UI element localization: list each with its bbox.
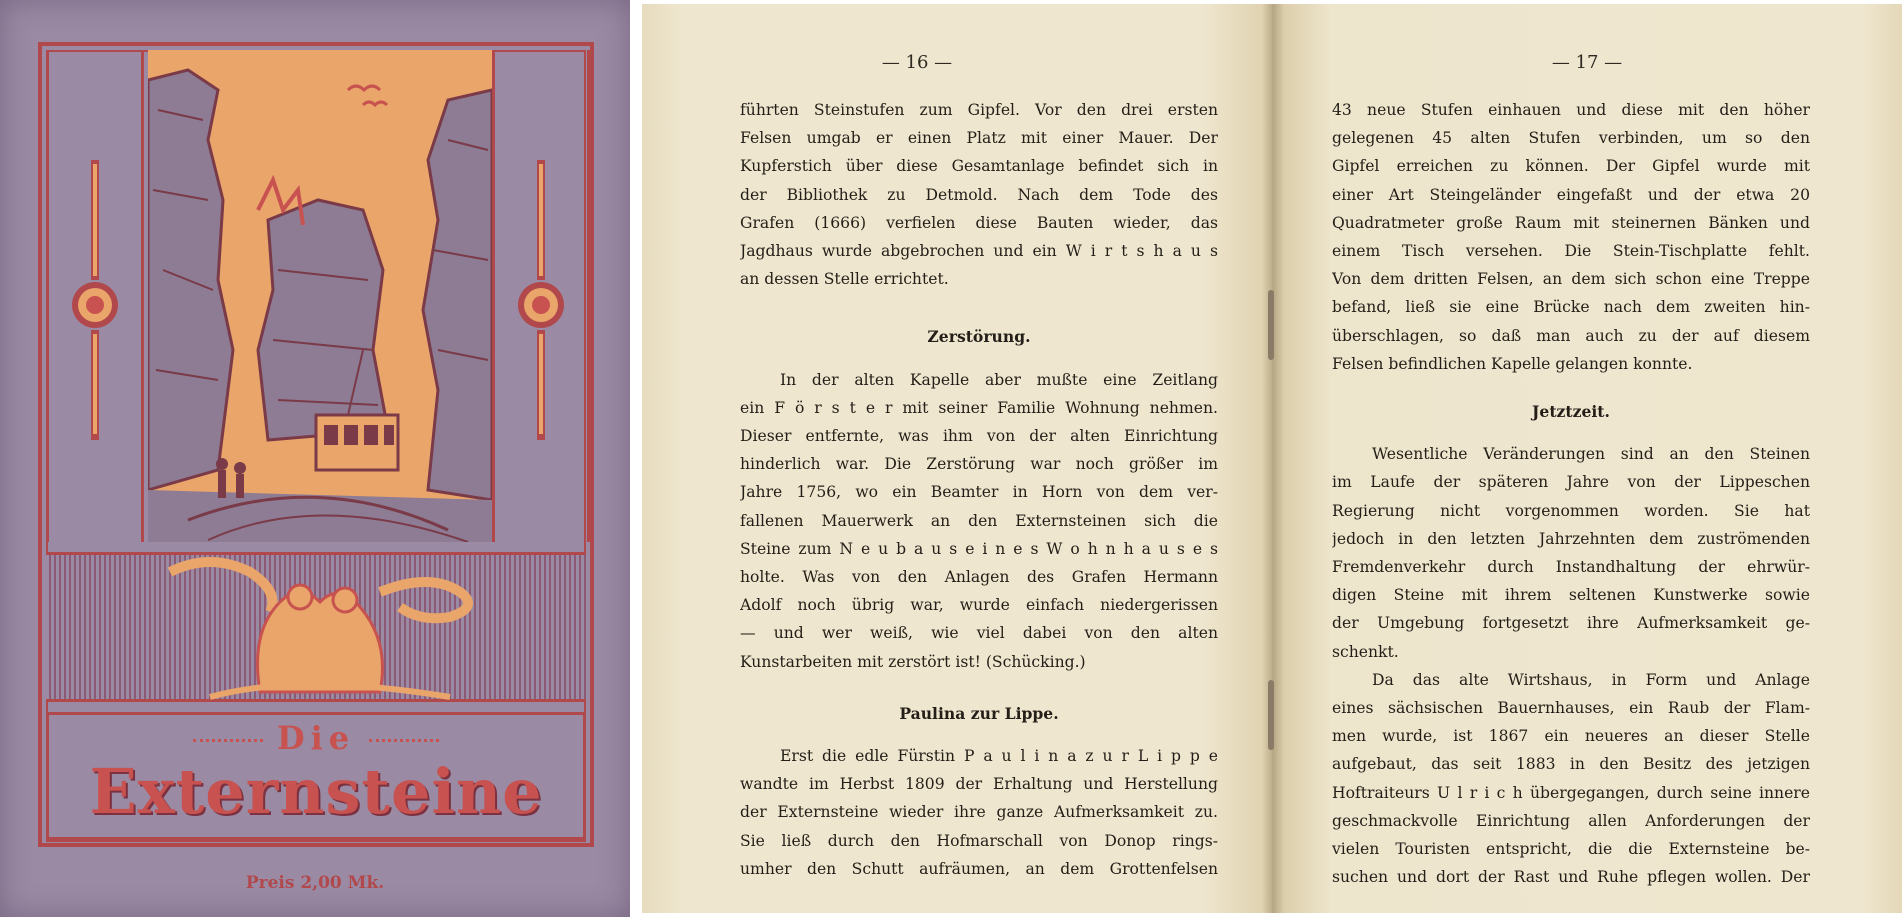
text-line: Jahre 1756, wo ein Beamter in Horn von dem ver- [740,483,1218,502]
text-line: Von dem dritten Felsen, an dem sich schon eine Treppe [1332,270,1810,289]
text-line: an dessen Stelle errichtet. [740,270,949,289]
text-line: In der alten Kapelle aber mußte eine Zeitlang [780,370,1218,389]
text-line: hinderlich war. Die Zerstörung war noch größer im [740,455,1218,474]
text-line: Kupferstich über diese Gesamtanlage befindet sich in [740,157,1218,176]
text-line: 43 neue Stufen einhauen und diese mit den höher [1332,101,1810,119]
binding-stitch [1268,680,1274,750]
text-line: ein F ö r s t e r mit seiner Familie Wohnung nehmen. [740,398,1218,417]
text-line: Quadratmeter große Raum mit steinernen Bänken und [1332,213,1810,232]
page-number: — 16 — [881,52,953,73]
dragon-relief-icon [150,552,490,702]
text-line: Steine zum N e u b a u s e i n e s W o h n h a u s e s [740,539,1218,558]
binding-stitch [1268,290,1274,360]
section-heading: Zerstörung. [927,327,1031,347]
text-line: einer Art Steingeländer eingefaßt und der etwa 20 [1332,185,1810,204]
text-line: holte. Was von den Anlagen des Grafen Hermann [740,568,1218,587]
text-line: Felsen befindlichen Kapelle gelangen konnte. [1332,354,1693,373]
text-line: Wesentliche Veränderungen sind an den Steinen [1372,445,1810,464]
text-line: Felsen umgab er einen Platz mit einer Mauer. Der [740,129,1218,148]
page-17 [1272,4,1902,913]
text-line: wandte im Herbst 1809 der Erhaltung und Herstellung [740,775,1218,794]
text-line: einem Tisch versehen. Die Stein-Tischplatte fehlt. [1332,242,1810,261]
text-line: suchen und dort der Rast und Ruhe pflegen wollen. Der [1332,868,1810,887]
text-line: der Externsteine wieder ihre ganze Aufmerksamkeit zu. [740,803,1218,822]
text-line: eines sächsischen Bauernhauses, ein Raub der Flam- [1332,699,1810,718]
text-line: Fremdenverkehr durch Instandhaltung der ehrwür- [1332,558,1810,577]
text-line: gelegenen 45 alten Stufen verbinden, um so den [1332,129,1810,148]
text-line: Erst die edle Fürstin P a u l i n a z u r L i p p e [780,747,1218,766]
text-line: überschlagen, so daß man auch zu der auf diesem [1332,326,1810,345]
text-line: Sie ließ durch den Hofmarschall von Donop rings- [740,831,1218,850]
book-cover [0,0,630,917]
cover-title-box [46,712,586,842]
text-line: im Laufe der späteren Jahre von der Lippeschen [1332,473,1810,492]
text-line: Adolf noch übrig war, wurde einfach niedergerissen [740,596,1218,615]
left-ornament-icon [70,150,120,450]
text-line: vielen Touristen entspricht, die die Externsteine be- [1332,840,1810,859]
text-line: aufgebaut, das seit 1883 in den Besitz des jetzigen [1332,755,1810,774]
text-line: schenkt. [1332,642,1399,661]
page-number: — 17 — [1551,52,1623,73]
text-line: digen Steine mit ihrem seltenen Kunstwerke sowie [1332,586,1810,605]
text-line: Regierung nicht vorgenommen worden. Sie hat [1332,501,1810,520]
text-line: befand, ließ sie eine Brücke nach dem zweiten hin- [1332,298,1810,317]
cover-price: Preis 2,00 Mk. [245,873,385,893]
text-line: Kunstarbeiten mit zerstört ist! (Schücking.) [740,652,1086,671]
text-line: Dieser entfernte, was ihm von der alten Einrichtung [740,427,1218,446]
text-line: der Bibliothek zu Detmold. Nach dem Tode des [740,185,1218,204]
cover-title: Externsteine [89,755,543,828]
text-line: jedoch in den letzten Jahrzehnten dem zuströmenden [1332,529,1810,548]
text-line: geschmackvolle Einrichtung allen Anforderungen der [1332,811,1810,830]
text-line: Gipfel erreichen zu können. Der Gipfel wurde mit [1332,157,1810,176]
text-line: fallenen Mauerwerk an den Externsteinen sich die [740,511,1218,530]
text-line: men wurde, ist 1867 ein neueres an dieser Stelle [1332,727,1810,746]
section-heading: Jetztzeit. [1532,402,1610,422]
cover-title-small: Die [49,719,583,757]
text-line: Da das alte Wirtshaus, in Form und Anlage [1372,670,1810,689]
text-line: führten Steinstufen zum Gipfel. Vor den drei ersten [740,101,1218,119]
text-line: umher den Schutt aufräumen, an dem Grottenfelsen [740,859,1218,878]
page-16 [642,4,1272,913]
cover-illustration-rocks [148,50,492,542]
text-line: der Umgebung fortgesetzt ihre Aufmerksamkeit ge- [1332,614,1810,633]
text-line: — und wer weiß, wie viel dabei von den alten [740,624,1218,643]
right-ornament-icon [516,150,566,450]
text-line: Grafen (1666) verfielen diese Bauten wieder, das [740,213,1218,232]
page-text [1332,96,1810,891]
text-line: Hoftraiteurs U l r i c h übergegangen, durch seine innere [1332,783,1810,802]
section-heading: Paulina zur Lippe. [899,703,1059,723]
text-line: Jagdhaus wurde abgebrochen und ein W i r t s h a u s [740,242,1218,261]
book-gutter [1262,4,1284,913]
page-text [740,96,1218,883]
